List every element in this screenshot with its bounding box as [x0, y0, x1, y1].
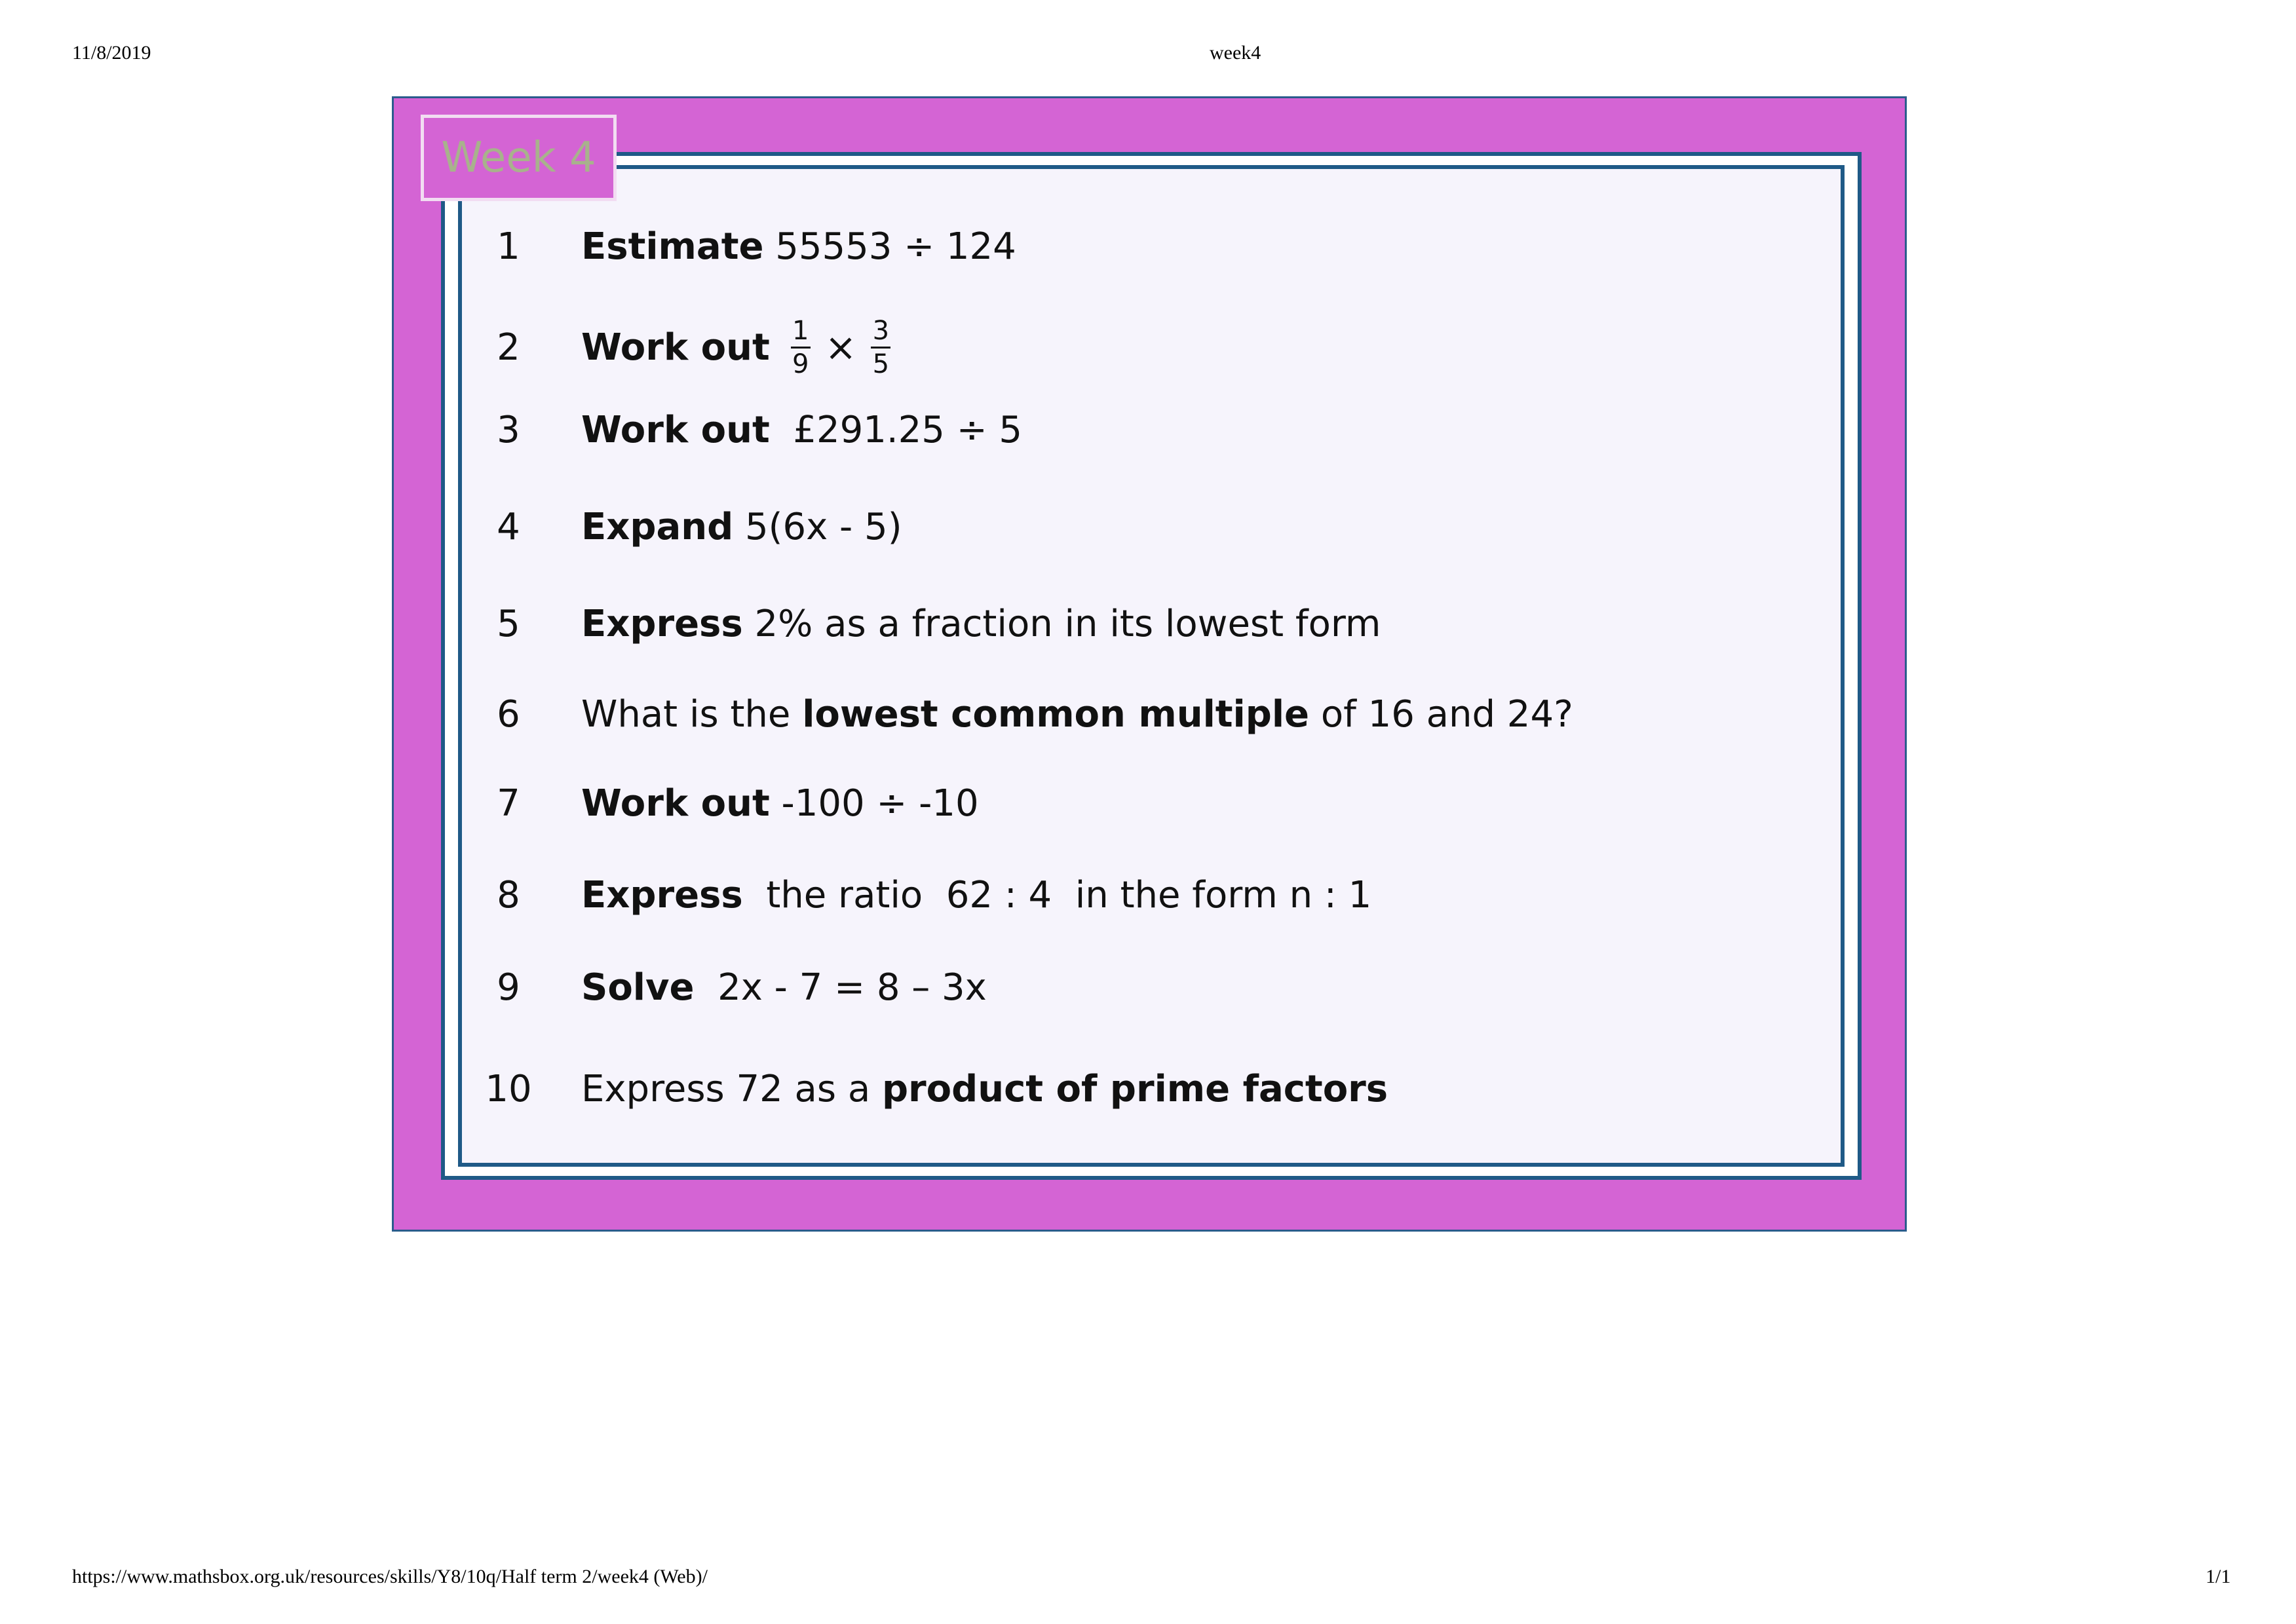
- multiply-sign: ×: [824, 325, 857, 369]
- print-url: https://www.mathsbox.org.uk/resources/skills/Y8/10q/Half term 2/week4 (Web)/: [72, 1566, 708, 1587]
- question-keyword: lowest common multiple: [802, 692, 1310, 736]
- print-date: 11/8/2019: [72, 42, 151, 64]
- question-5: [394, 594, 1901, 653]
- question-10: [394, 1059, 1901, 1118]
- worksheet-slide: [392, 96, 1907, 1232]
- question-keyword: Work out: [581, 326, 770, 369]
- question-number: 6: [497, 692, 520, 736]
- question-text: Express 72 as a product of prime factors: [581, 1067, 1388, 1110]
- question-text: Express 2% as a fraction in its lowest form: [581, 602, 1381, 645]
- question-text: Work out £291.25 ÷ 5: [581, 408, 1023, 451]
- question-number: 3: [497, 408, 520, 451]
- question-number: 2: [497, 326, 520, 369]
- question-keyword: Estimate: [581, 225, 764, 268]
- question-number: 4: [497, 505, 520, 548]
- question-3: [394, 400, 1901, 459]
- question-6: [394, 685, 1901, 744]
- question-keyword: Solve: [581, 966, 695, 1009]
- question-number: 10: [485, 1067, 532, 1110]
- question-keyword: Express: [581, 873, 743, 916]
- question-text: Work out -100 ÷ -10: [581, 782, 979, 825]
- outer-frame: [441, 152, 1862, 1180]
- question-keyword: Work out: [581, 782, 770, 825]
- question-keyword: Expand: [581, 505, 734, 548]
- week-title: Week 4: [441, 134, 596, 182]
- page-number: 1/1: [2206, 1566, 2231, 1587]
- question-number: 8: [497, 873, 520, 916]
- question-number: 1: [497, 225, 520, 268]
- question-text: Solve 2x - 7 = 8 – 3x: [581, 966, 987, 1009]
- question-keyword: product of prime factors: [881, 1067, 1388, 1110]
- question-4: [394, 497, 1901, 556]
- question-7: [394, 774, 1901, 833]
- week-badge: [421, 115, 617, 201]
- question-text: Express the ratio 62 : 4 in the form n : 1: [581, 873, 1372, 916]
- question-2: [394, 308, 1901, 387]
- question-text: Estimate 55553 ÷ 124: [581, 225, 1016, 268]
- question-keyword: Express: [581, 602, 743, 645]
- question-9: [394, 958, 1901, 1017]
- fraction-one-ninth: $\frac{1}{9}$: [791, 315, 811, 380]
- question-number: 5: [497, 602, 520, 645]
- question-number: 7: [497, 782, 520, 825]
- question-text: Expand 5(6x - 5): [581, 505, 902, 548]
- question-number: 9: [497, 966, 520, 1009]
- question-1: [394, 217, 1901, 276]
- print-title: week4: [1210, 42, 1261, 64]
- fraction-three-fifths: $\frac{3}{5}$: [871, 315, 890, 380]
- question-text: What is the lowest common multiple of 16 and 24?: [581, 692, 1573, 736]
- question-8: [394, 865, 1901, 924]
- question-text: [581, 315, 897, 380]
- question-keyword: Work out: [581, 408, 770, 451]
